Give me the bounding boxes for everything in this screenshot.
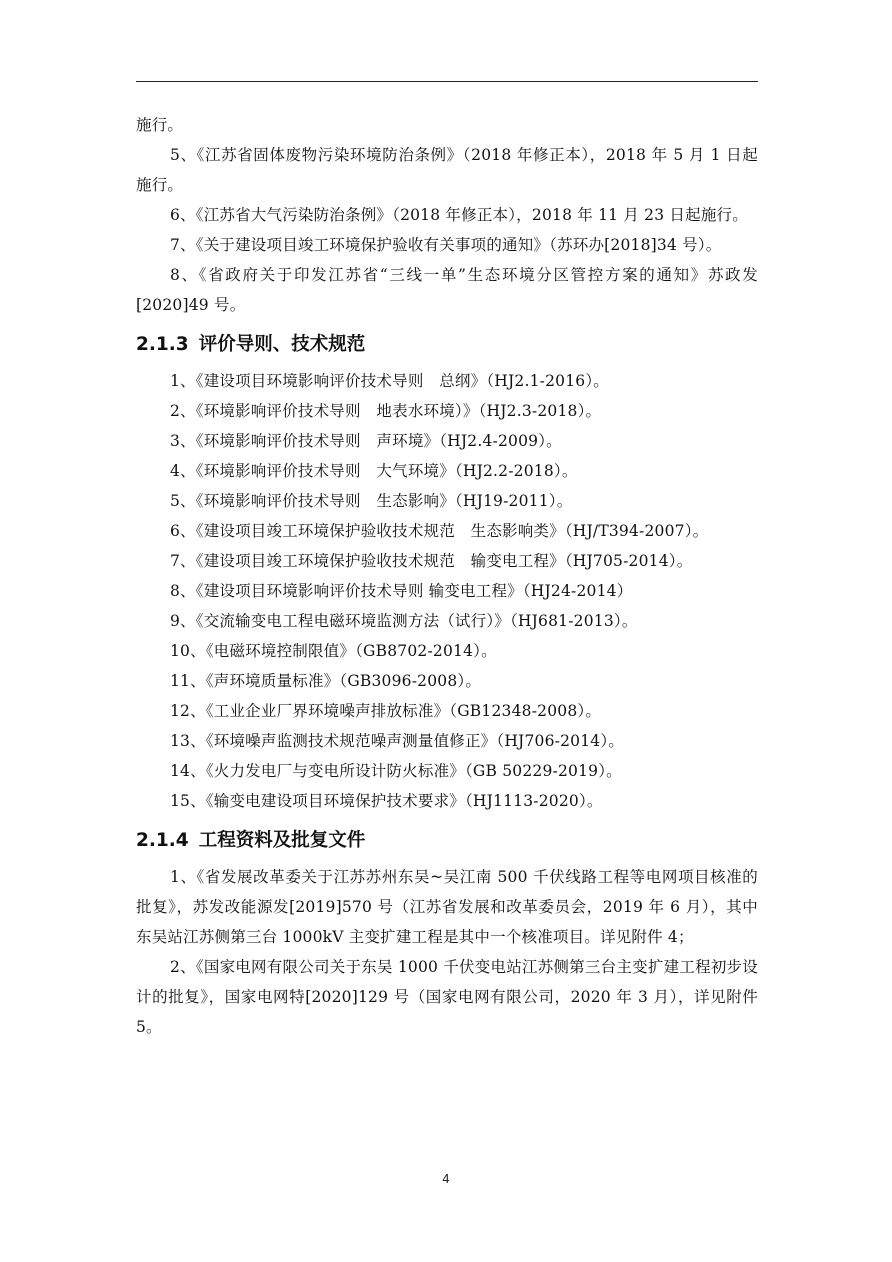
regulation-item-7: 7、《关于建设项目竣工环境保护验收有关事项的通知》（苏环办[2018]34 号）。 (170, 236, 722, 254)
guideline-item: 5、《环境影响评价技术导则 生态影响》（HJ19-2011）。 (170, 492, 573, 510)
guideline-item: 9、《交流输变电工程电磁环境监测方法（试行）》（HJ681-2013）。 (170, 612, 638, 630)
guideline-item: 14、《火力发电厂与变电所设计防火标准》（GB 50229-2019）。 (170, 762, 622, 780)
section-number: 2.1.4 (136, 830, 189, 851)
guideline-item: 2、《环境影响评价技术导则 地表水环境）》（HJ2.3-2018）。 (170, 402, 602, 420)
section-title: 评价导则、技术规范 (198, 334, 366, 355)
regulation-item-5: 5、《江苏省固体废物污染环境防治条例》（2018 年修正本），2018 年 5 月 1 日起施行。 (136, 146, 758, 194)
section-title: 工程资料及批复文件 (198, 830, 366, 851)
page-content (136, 110, 758, 1042)
guideline-item: 6、《建设项目竣工环境保护验收技术规范 生态影响类》（HJ/T394-2007）。 (170, 522, 709, 540)
guideline-item: 13、《环境噪声监测技术规范噪声测量值修正》（HJ706-2014）。 (170, 732, 624, 750)
guideline-item: 8、《建设项目环境影响评价技术导则 输变电工程》（HJ24-2014） (170, 582, 633, 600)
guideline-item: 3、《环境影响评价技术导则 声环境》（HJ2.4-2009）。 (170, 432, 562, 450)
regulation-item-6: 6、《江苏省大气污染防治条例》（2018 年修正本），2018 年 11 月 23 日起施行。 (170, 206, 748, 224)
section-heading-2-1-3 (136, 333, 758, 357)
guideline-item: 11、《声环境质量标准》（GB3096-2008）。 (170, 672, 482, 690)
approval-document-item: 2、《国家电网有限公司关于东吴 1000 千伏变电站江苏侧第三台主变扩建工程初步设计的批复》，国家电网特[2020]129 号（国家电网有限公司，2020 年 3 月），详见附件 5。 (136, 958, 758, 1036)
page-number: 4 (442, 1172, 450, 1186)
guideline-item: 7、《建设项目竣工环境保护验收技术规范 输变电工程》（HJ705-2014）。 (170, 552, 693, 570)
guideline-item: 15、《输变电建设项目环境保护技术要求》（HJ1113-2020）。 (170, 792, 603, 810)
guideline-item: 10、《电磁环境控制限值》（GB8702-2014）。 (170, 642, 497, 660)
guideline-item: 1、《建设项目环境影响评价技术导则 总纲》（HJ2.1-2016）。 (170, 372, 609, 390)
continued-text: 施行。 (136, 116, 184, 134)
guideline-item: 12、《工业企业厂界环境噪声排放标准》（GB12348-2008）。 (170, 702, 602, 720)
header-rule (136, 81, 758, 82)
regulation-item-8: 8、《省政府关于印发江苏省“三线一单”生态环境分区管控方案的通知》苏政发[2020]49 号。 (136, 266, 758, 314)
section-heading-2-1-4 (136, 829, 758, 853)
guideline-item: 4、《环境影响评价技术导则 大气环境》（HJ2.2-2018）。 (170, 462, 578, 480)
section-number: 2.1.3 (136, 334, 189, 355)
approval-document-item: 1、《省发展改革委关于江苏苏州东吴~吴江南 500 千伏线路工程等电网项目核准的批复》，苏发改能源发[2019]570 号（江苏省发展和改革委员会，2019 年 6 月），其中东吴站江苏侧第三台 1000kV 主变扩建工程是其中一个核准项目。详见附件 4； (136, 868, 758, 946)
